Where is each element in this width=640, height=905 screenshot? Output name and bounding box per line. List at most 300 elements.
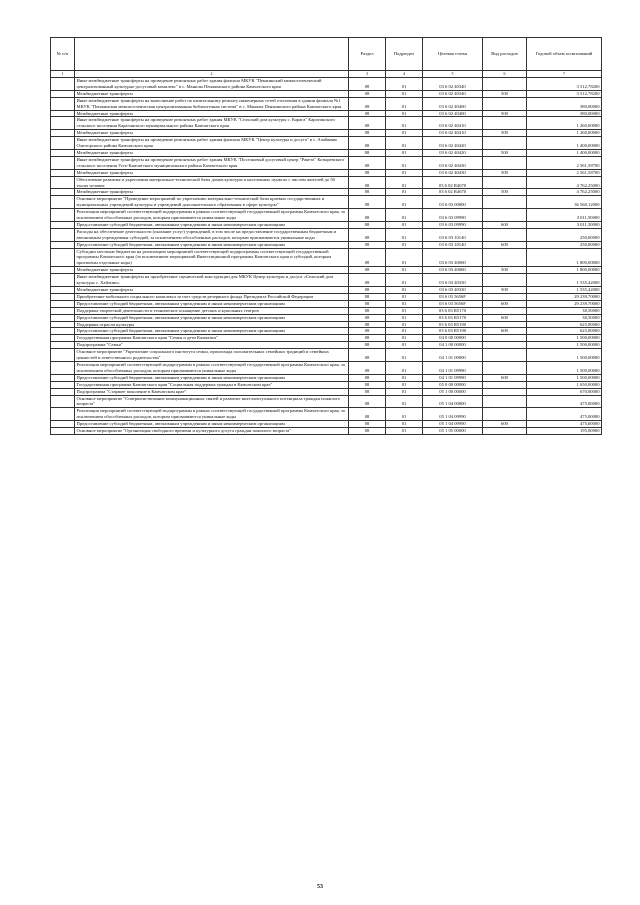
table-row (51, 156, 602, 169)
cell-vr: 600 (483, 221, 527, 228)
table-row (51, 149, 602, 156)
cell-name: Межбюджетные трансферты (75, 287, 349, 294)
cell-podrazdel: 01 (386, 117, 423, 130)
cell-podrazdel: 01 (386, 388, 423, 395)
cell-name: Иные межбюджетные трансферты на выполнение работ по капитальному ремонту инженерных сетей отопления в здании филиала №1 МКУК "Пенжинская межпоселенческая централизованная библиотечная система" в с. Манилы Пенжинского района Камчатского края (75, 97, 349, 110)
cell-podrazdel: 01 (386, 381, 423, 388)
cell-amount: 29 239,70000 (527, 293, 602, 300)
cell-amount: 1 535,42000 (527, 287, 602, 294)
cell-name: Предоставление субсидий бюджетным, автономным учреждениям и иным некоммерческим организациям (75, 374, 349, 381)
table-row (51, 374, 602, 381)
cell-podrazdel: 01 (386, 421, 423, 428)
cell-razdel: 08 (349, 228, 386, 241)
table-row (51, 137, 602, 150)
cell-razdel: 08 (349, 196, 386, 209)
table-row (51, 342, 602, 349)
cell-num (51, 228, 75, 241)
cell-amount: 625,00000 (527, 321, 602, 328)
cell-amount: 3 512,78200 (527, 78, 602, 91)
cell-name: Иные межбюджетные трансферты на проведение ремонтных работ здания МКУК "Поселковый досуговый центр "Ракета" Козыревского сельского поселения Усть-Камчатского муниципального района Камчатского края (75, 156, 349, 169)
cell-name: Субсидии местным бюджетам на реализацию мероприятий соответствующей подпрограммы соответствующей государственной программы Камчатского края (за исключением мероприятий Инвестиционной программы Камчатского края и субсидий, которым присвоены отдельные коды) (75, 248, 349, 267)
cell-csr: 03 6 03 40060 (423, 248, 483, 267)
table-row (51, 241, 602, 248)
cell-vr: 500 (483, 90, 527, 97)
cell-num (51, 97, 75, 110)
cell-vr (483, 97, 527, 110)
cell-num (51, 361, 75, 374)
cell-razdel: 08 (349, 421, 386, 428)
cell-razdel: 08 (349, 274, 386, 287)
table-row (51, 176, 602, 189)
header-csr: Целевая статья (423, 38, 483, 71)
cell-vr (483, 137, 527, 150)
cell-podrazdel: 01 (386, 361, 423, 374)
cell-amount: 1 535,42000 (527, 274, 602, 287)
table-row (51, 421, 602, 428)
cell-vr (483, 156, 527, 169)
cell-amount: 475,00000 (527, 408, 602, 421)
cell-num (51, 395, 75, 408)
cell-name: Поддержка отрасли культуры (75, 321, 349, 328)
cell-csr: 05 1 04 00000 (423, 395, 483, 408)
cell-num (51, 176, 75, 189)
cell-razdel: 08 (349, 78, 386, 91)
cell-razdel: 08 (349, 293, 386, 300)
cell-num (51, 274, 75, 287)
cell-razdel: 08 (349, 314, 386, 321)
cell-num (51, 374, 75, 381)
cell-vr: 500 (483, 130, 527, 137)
cell-razdel: 08 (349, 381, 386, 388)
cell-podrazdel: 01 (386, 274, 423, 287)
cell-csr: 03 6 02 40430 (423, 169, 483, 176)
cell-razdel: 08 (349, 267, 386, 274)
cell-vr: 600 (483, 314, 527, 321)
cell-razdel: 08 (349, 149, 386, 156)
cell-num (51, 196, 75, 209)
cell-amount: 1 800,00000 (527, 248, 602, 267)
cell-vr (483, 428, 527, 435)
cell-csr: 03 6 02 R4670 (423, 189, 483, 196)
cell-vr (483, 293, 527, 300)
cell-name: Иные межбюджетные трансферты на приобретение сценической конструкции для МКУК Центр культуры и досуга «Сельский дом культуры с. Хайлино» (75, 274, 349, 287)
cell-podrazdel: 01 (386, 248, 423, 267)
cell-num (51, 335, 75, 342)
cell-podrazdel: 01 (386, 97, 423, 110)
cell-amount: 1 400,00000 (527, 137, 602, 150)
cell-podrazdel: 01 (386, 156, 423, 169)
cell-vr (483, 307, 527, 314)
cell-name: Реализация мероприятий соответствующей подпрограммы в рамках соответствующей государственной программы Камчатского края, за исключением обособленных расходов, которым присваиваются уникальные коды (75, 209, 349, 222)
cell-csr: 03 6 03 40330 (423, 274, 483, 287)
cell-razdel: 08 (349, 361, 386, 374)
cell-num (51, 78, 75, 91)
cell-num (51, 221, 75, 228)
cell-num (51, 293, 75, 300)
cell-podrazdel: 01 (386, 314, 423, 321)
cell-csr: 05 1 05 00000 (423, 428, 483, 435)
cell-amount: 2 561,58700 (527, 156, 602, 169)
cell-amount: 670,00000 (527, 388, 602, 395)
cell-amount: 1 400,00000 (527, 149, 602, 156)
table-row (51, 209, 602, 222)
cell-podrazdel: 01 (386, 267, 423, 274)
cell-podrazdel: 01 (386, 78, 423, 91)
cell-csr: 05 1 04 09990 (423, 421, 483, 428)
cell-amount: 1 500,00000 (527, 335, 602, 342)
cell-podrazdel: 01 (386, 307, 423, 314)
cell-csr: 03 6 03 R5190 (423, 321, 483, 328)
cell-csr: 03 6 03 00000 (423, 196, 483, 209)
cell-amount: 380,00000 (527, 97, 602, 110)
cell-num (51, 428, 75, 435)
cell-name: Основное мероприятие "Организация свободного времени и культурного досуга граждан пожилого возраста" (75, 428, 349, 435)
cell-csr: 03 6 03 09990 (423, 209, 483, 222)
cell-amount: 475,00000 (527, 421, 602, 428)
cell-name: Иные межбюджетные трансферты на проведение ремонтных работ здания филиала МКУК "Центр культуры и досуга" в с. Ачайваям Олюторского района Камчатского края (75, 137, 349, 150)
cell-name: Основное мероприятие "Укрепление социального института семьи, пропаганда положительных семейных традиций и семейных ценностей и ответственного родительства" (75, 349, 349, 362)
cell-csr: 05 1 04 09990 (423, 408, 483, 421)
table-body (51, 78, 602, 435)
table-row (51, 335, 602, 342)
table-row (51, 300, 602, 307)
cell-csr: 04 1 01 09990 (423, 374, 483, 381)
cell-name: Межбюджетные трансферты (75, 149, 349, 156)
cell-podrazdel: 01 (386, 209, 423, 222)
cell-vr (483, 248, 527, 267)
cell-razdel: 08 (349, 110, 386, 117)
cell-razdel: 08 (349, 209, 386, 222)
cell-csr: 03 6 02 40430 (423, 156, 483, 169)
cell-amount: 1 260,00000 (527, 130, 602, 137)
cell-vr (483, 196, 527, 209)
cell-razdel: 08 (349, 248, 386, 267)
cell-podrazdel: 01 (386, 228, 423, 241)
cell-csr: 04 1 01 00000 (423, 349, 483, 362)
cell-podrazdel: 01 (386, 110, 423, 117)
cell-csr: 04 0 00 00000 (423, 335, 483, 342)
cell-name: Иные межбюджетные трансферты на проведение ремонтных работ здания филиала МКУК "Пенжинский межпоселенческий централизованный культурно-досуговый комплекс" в с. Манилы Пенжинского района Камчатского края (75, 78, 349, 91)
cell-name: Государственная программа Камчатского края "Социальная поддержка граждан в Камчатском крае" (75, 381, 349, 388)
cell-razdel: 08 (349, 388, 386, 395)
header-podrazdel: Подраздел (386, 38, 423, 71)
table-row (51, 307, 602, 314)
cell-csr: 05 0 00 00000 (423, 381, 483, 388)
cell-csr: 03 6 03 R5190 (423, 328, 483, 335)
column-number-row (51, 71, 602, 78)
cell-name: Предоставление субсидий бюджетным, автономным учреждениям и иным некоммерческим организациям (75, 314, 349, 321)
cell-razdel: 08 (349, 156, 386, 169)
cell-csr: 03 6 03 R5170 (423, 314, 483, 321)
cell-amount: 1 500,00000 (527, 349, 602, 362)
cell-amount: 1 500,00000 (527, 361, 602, 374)
cell-num (51, 241, 75, 248)
cell-csr: 03 6 02 40420 (423, 137, 483, 150)
header-razdel: Раздел (349, 38, 386, 71)
cell-num (51, 388, 75, 395)
cell-name: Предоставление субсидий бюджетным, автономным учреждениям и иным некоммерческим организациям (75, 300, 349, 307)
cell-razdel: 08 (349, 328, 386, 335)
cell-vr (483, 342, 527, 349)
cell-podrazdel: 01 (386, 395, 423, 408)
budget-table-sheet (50, 37, 601, 435)
cell-amount: 38,50000 (527, 314, 602, 321)
col-number: 5 (423, 71, 483, 78)
cell-name: Иные межбюджетные трансферты на проведение ремонтных работ здания МКУК "Сельский дом культуры с. Карага" Карагинского сельского поселения Карагинского муниципального района Камчатского края (75, 117, 349, 130)
table-row (51, 130, 602, 137)
cell-num (51, 328, 75, 335)
cell-name: Межбюджетные трансферты (75, 130, 349, 137)
cell-vr (483, 176, 527, 189)
cell-csr: 03 6 03 40330 (423, 287, 483, 294)
cell-csr: 03 6 03 10140 (423, 228, 483, 241)
cell-podrazdel: 01 (386, 149, 423, 156)
cell-vr: 600 (483, 241, 527, 248)
table-row (51, 361, 602, 374)
cell-razdel: 08 (349, 335, 386, 342)
cell-vr (483, 349, 527, 362)
cell-podrazdel: 01 (386, 189, 423, 196)
cell-vr: 500 (483, 110, 527, 117)
cell-amount: 1 260,00000 (527, 117, 602, 130)
header-vr: Вид расходов (483, 38, 527, 71)
cell-vr: 500 (483, 189, 527, 196)
cell-num (51, 314, 75, 321)
cell-name: Основное мероприятие "Проведение мероприятий по укреплению материально-технической базы краевых государственных и муниципальных учреждений культуры и учреждений дополнительного образования в сфере культуры" (75, 196, 349, 209)
cell-num (51, 300, 75, 307)
col-number: 4 (386, 71, 423, 78)
table-row (51, 381, 602, 388)
cell-csr: 03 6 02 40410 (423, 117, 483, 130)
cell-vr (483, 117, 527, 130)
cell-num (51, 248, 75, 267)
cell-razdel: 08 (349, 130, 386, 137)
cell-name: Расходы на обеспечение деятельности (оказание услуг) учреждений, в том числе на предоставление государственным бюджетным и автономным учреждениям субсидий, за исключением обособленных расходов, которым присваиваются уникальные коды (75, 228, 349, 241)
cell-name: Поддержка творческой деятельности и техническое оснащение детских и кукольных театров (75, 307, 349, 314)
cell-num (51, 149, 75, 156)
cell-num (51, 137, 75, 150)
cell-razdel: 08 (349, 307, 386, 314)
col-number: 3 (349, 71, 386, 78)
table-row (51, 169, 602, 176)
table-row (51, 328, 602, 335)
cell-csr: 04 1 00 00000 (423, 342, 483, 349)
cell-num (51, 381, 75, 388)
cell-podrazdel: 01 (386, 241, 423, 248)
table-row (51, 228, 602, 241)
cell-num (51, 421, 75, 428)
cell-csr: 03 6 02 40400 (423, 97, 483, 110)
cell-razdel: 08 (349, 321, 386, 328)
cell-razdel: 08 (349, 349, 386, 362)
table-row (51, 248, 602, 267)
cell-vr: 500 (483, 287, 527, 294)
cell-podrazdel: 01 (386, 130, 423, 137)
cell-razdel: 08 (349, 342, 386, 349)
cell-num (51, 287, 75, 294)
cell-razdel: 08 (349, 395, 386, 408)
cell-name: Подпрограмма "Старшее поколение в Камчатском крае" (75, 388, 349, 395)
cell-razdel: 08 (349, 117, 386, 130)
cell-vr: 600 (483, 300, 527, 307)
cell-csr: 03 6 03 R5170 (423, 307, 483, 314)
cell-name: Основное мероприятие "Совершенствование коммуникационных связей и развитие интеллектуального потенциала граждан пожилого возраста" (75, 395, 349, 408)
table-row (51, 189, 602, 196)
cell-podrazdel: 01 (386, 428, 423, 435)
cell-podrazdel: 01 (386, 169, 423, 176)
cell-name: Приобретение мобильного социального комплекса за счет средств резервного фонда Президента Российской Федерации (75, 293, 349, 300)
cell-amount: 195,00000 (527, 428, 602, 435)
cell-csr: 03 6 02 R4670 (423, 176, 483, 189)
table-row (51, 428, 602, 435)
cell-amount: 4 762,25000 (527, 176, 602, 189)
cell-vr (483, 321, 527, 328)
cell-name: Предоставление субсидий бюджетным, автономным учреждениям и иным некоммерческим организациям (75, 221, 349, 228)
cell-podrazdel: 01 (386, 374, 423, 381)
cell-vr: 600 (483, 421, 527, 428)
table-row (51, 408, 602, 421)
cell-vr (483, 335, 527, 342)
cell-vr (483, 388, 527, 395)
table-row (51, 267, 602, 274)
cell-razdel: 08 (349, 241, 386, 248)
cell-num (51, 342, 75, 349)
cell-name: Предоставление субсидий бюджетным, автономным учреждениям и иным некоммерческим организациям (75, 421, 349, 428)
cell-razdel: 08 (349, 287, 386, 294)
cell-razdel: 08 (349, 300, 386, 307)
cell-razdel: 08 (349, 90, 386, 97)
cell-csr: 03 6 03 10140 (423, 241, 483, 248)
cell-name: Предоставление субсидий бюджетным, автономным учреждениям и иным некоммерческим организациям (75, 241, 349, 248)
table-row (51, 221, 602, 228)
cell-name: Обеспечение развития и укрепления материально-технической базы домов культуры в населенных пунктах с числом жителей до 50 тысяч человек (75, 176, 349, 189)
cell-name: Государственная программа Камчатского края "Семья и дети Камчатки" (75, 335, 349, 342)
cell-csr: 03 6 03 40060 (423, 267, 483, 274)
table-row (51, 287, 602, 294)
cell-razdel: 08 (349, 176, 386, 189)
cell-csr: 03 6 03 09990 (423, 221, 483, 228)
cell-num (51, 307, 75, 314)
cell-csr: 04 1 01 09990 (423, 361, 483, 374)
cell-vr (483, 78, 527, 91)
cell-vr (483, 274, 527, 287)
cell-razdel: 08 (349, 374, 386, 381)
cell-vr: 500 (483, 169, 527, 176)
header-name (75, 38, 349, 71)
cell-amount: 36 560,12000 (527, 196, 602, 209)
table-row (51, 395, 602, 408)
cell-name: Межбюджетные трансферты (75, 189, 349, 196)
cell-razdel: 08 (349, 169, 386, 176)
table-header-row (51, 38, 602, 71)
cell-razdel: 08 (349, 428, 386, 435)
cell-num (51, 90, 75, 97)
table-row (51, 117, 602, 130)
cell-podrazdel: 01 (386, 349, 423, 362)
cell-amount: 1 500,00000 (527, 342, 602, 349)
cell-podrazdel: 01 (386, 221, 423, 228)
cell-podrazdel: 01 (386, 137, 423, 150)
table-row (51, 349, 602, 362)
cell-num (51, 110, 75, 117)
cell-num (51, 349, 75, 362)
cell-name: Реализация мероприятий соответствующей подпрограммы в рамках соответствующей государственной программы Камчатского края, за исключением обособленных расходов, которым присваиваются уникальные коды (75, 361, 349, 374)
cell-podrazdel: 01 (386, 300, 423, 307)
cell-podrazdel: 01 (386, 90, 423, 97)
cell-razdel: 08 (349, 408, 386, 421)
cell-podrazdel: 01 (386, 176, 423, 189)
cell-num (51, 130, 75, 137)
cell-podrazdel: 01 (386, 408, 423, 421)
cell-name: Предоставление субсидий бюджетным, автономным учреждениям и иным некоммерческим организациям (75, 328, 349, 335)
col-number: 7 (527, 71, 602, 78)
cell-amount: 1 800,00000 (527, 267, 602, 274)
cell-name: Подпрограмма "Семья" (75, 342, 349, 349)
cell-vr: 600 (483, 374, 527, 381)
cell-num (51, 117, 75, 130)
budget-table (50, 37, 602, 435)
cell-vr (483, 209, 527, 222)
cell-podrazdel: 01 (386, 335, 423, 342)
cell-name: Межбюджетные трансферты (75, 267, 349, 274)
cell-amount: 3 011,50000 (527, 209, 602, 222)
cell-csr: 03 6 03 5656F (423, 300, 483, 307)
cell-name: Межбюджетные трансферты (75, 169, 349, 176)
cell-amount: 1 500,00000 (527, 374, 602, 381)
cell-amount: 38,50000 (527, 307, 602, 314)
table-row (51, 110, 602, 117)
cell-csr: 03 6 02 40400 (423, 110, 483, 117)
table-row (51, 196, 602, 209)
cell-csr: 03 6 02 40410 (423, 130, 483, 137)
cell-num (51, 267, 75, 274)
cell-podrazdel: 01 (386, 328, 423, 335)
cell-amount: 4 762,25000 (527, 189, 602, 196)
cell-num (51, 156, 75, 169)
cell-podrazdel: 01 (386, 287, 423, 294)
cell-name: Реализация мероприятий соответствующей подпрограммы в рамках соответствующей государственной программы Камчатского края, за исключением обособленных расходов, которым присваиваются уникальные коды (75, 408, 349, 421)
cell-vr: 600 (483, 328, 527, 335)
cell-amount: 250,00000 (527, 228, 602, 241)
table-row (51, 90, 602, 97)
cell-vr: 500 (483, 149, 527, 156)
cell-podrazdel: 01 (386, 293, 423, 300)
cell-podrazdel: 01 (386, 321, 423, 328)
table-row (51, 314, 602, 321)
cell-podrazdel: 01 (386, 196, 423, 209)
cell-amount: 475,00000 (527, 395, 602, 408)
page-number: 53 (317, 884, 323, 890)
cell-amount: 3 512,78200 (527, 90, 602, 97)
table-row (51, 274, 602, 287)
table-row (51, 97, 602, 110)
cell-num (51, 169, 75, 176)
cell-name: Межбюджетные трансферты (75, 90, 349, 97)
table-row (51, 321, 602, 328)
cell-num (51, 408, 75, 421)
table-row (51, 293, 602, 300)
cell-vr (483, 395, 527, 408)
cell-amount: 250,00000 (527, 241, 602, 248)
cell-csr: 03 6 02 40340 (423, 78, 483, 91)
table-row (51, 78, 602, 91)
col-number: 2 (75, 71, 349, 78)
cell-vr (483, 381, 527, 388)
cell-vr (483, 408, 527, 421)
cell-vr (483, 361, 527, 374)
col-number: 1 (51, 71, 75, 78)
table-row (51, 388, 602, 395)
